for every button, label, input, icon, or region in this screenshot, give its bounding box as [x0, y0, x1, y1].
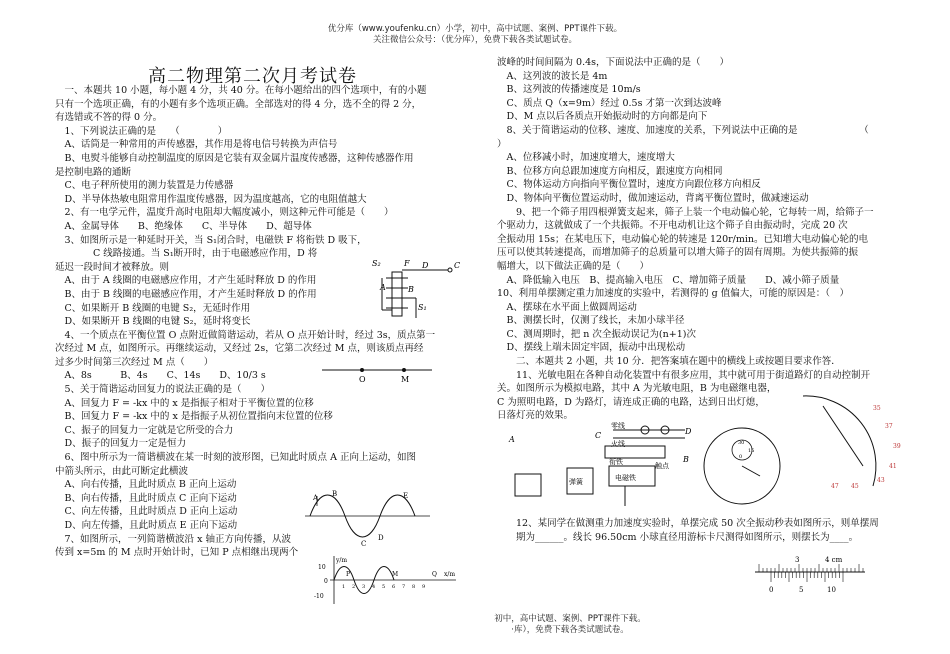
left-column-line: 次经过 M 点，如图所示。再继续运动，又经过 2s，它第二次经过 M 点，则该质点再经 — [55, 343, 424, 355]
fig11-label-a: A — [509, 435, 515, 444]
right-column-line: D、物体向平衡位置运动时，做加速运动，背离平衡位置时，做减速运动 — [497, 192, 809, 204]
right-column-line: C、物体运动方向指向平衡位置时，速度方向跟位移方向相反 — [497, 179, 761, 191]
left-column-line: 中箭头所示，由此可断定此横波 — [55, 465, 189, 477]
left-column-line: 过多少时间第三次经过 M 点（ ） — [55, 356, 214, 368]
fig11-label-contact: 触点 — [655, 462, 669, 470]
right-column-line: D、M 点以后各质点开始振动时的方向都是向下 — [497, 111, 708, 123]
right-column-line: B、这列波的传播速度是 10m/s — [497, 84, 641, 96]
fig11-label-c: C — [595, 431, 602, 440]
right-column-line: B、测摆长时，仅测了线长，未加小球半径 — [497, 315, 685, 327]
fig7-y-axis: y/m — [336, 557, 348, 564]
left-column-line: D、如果断开 B 线圈的电键 S₂，延时将变长 — [55, 316, 251, 328]
right-column-line: 10、利用单摆测定重力加速度的实验中，若测得的 g 值偏大，可能的原因是：（ ） — [497, 288, 849, 300]
right-column-line: 二、本题共 2 小题，共 10 分．把答案填在题中的横线上或按题目要求作答． — [497, 356, 841, 368]
fig6-label-b: B — [332, 490, 338, 498]
left-column-line: D、向左传播，且此时质点 E 正向下运动 — [55, 520, 238, 531]
fig7-tick-x-1: 1 — [342, 584, 346, 590]
fig11-label-spring: 弹簧 — [569, 478, 583, 486]
right-column-line: A、降低输入电压 B、提高输入电压 C、增加筛子质量 D、减小筛子质量 — [497, 274, 840, 286]
right-column — [497, 56, 907, 423]
vernier-label-4cm: 4 cm — [825, 556, 843, 564]
right-column-line: A、摆球在水平面上做圆周运动 — [497, 301, 637, 313]
fig3-label-f: F — [404, 259, 410, 268]
fig11-label-d: D — [685, 427, 692, 436]
figure-dial-large — [793, 376, 908, 496]
fig7-x-axis: x/m — [444, 571, 456, 578]
left-column-line: A、8s B、4s C、14s D、10/3 s — [55, 370, 266, 382]
stopwatch-small-0: 0 — [739, 454, 743, 460]
left-column-line: 传到 x=5m 的 M 点时开始计时，已知 P 点相继出现两个 — [55, 547, 299, 559]
dial-tick-35: 35 — [873, 405, 881, 412]
right-column-line: 波峰的时间间隔为 0.4s，下面说法中正确的是（ ） — [497, 57, 730, 68]
question-12-line: 期为______。线长 96.50cm 小球直径用游标卡尺测得如图所示，则摆长为____。 — [497, 531, 859, 543]
fig3-label-s2: S₂ — [372, 259, 381, 268]
figure-delay-switch — [372, 258, 462, 330]
fig7-tick-x-3: 3 — [362, 584, 366, 590]
fig7-tick-x-7: 7 — [402, 584, 406, 590]
fig7-label-q: Q — [432, 571, 437, 578]
fig6-label-a: A — [313, 494, 319, 502]
left-column-line: 2、有一电学元件，温度升高时电阻却大幅度减小，则这种元件可能是（ ） — [55, 207, 394, 219]
dial-tick-43: 43 — [877, 477, 885, 484]
fig7-tick-x-4: 4 — [372, 584, 376, 590]
page-footer — [420, 614, 720, 636]
right-column-line: 11、光敏电阻在各种自动化装置中有很多应用，其中就可用于街道路灯的自动控制开 — [497, 369, 871, 381]
right-column-line: 8、关于简谐运动的位移、速度、加速度的关系，下列说法中正确的是 （ — [497, 124, 869, 136]
vernier-label-3: 3 — [795, 556, 800, 564]
figure-oscillation-axis — [322, 364, 432, 386]
footer-line-2: ·库），免费下载各类试题试卷。 — [511, 625, 629, 635]
right-column-line: 关。如图所示为模拟电路，其中 A 为光敏电阻，B 为电磁继电器， — [497, 383, 777, 395]
left-column-line: 1、下列说法正确的是 （ ） — [55, 125, 228, 137]
vernier-label-10: 10 — [827, 586, 836, 594]
left-column-line: 延迟一段时间才被释放。则 — [55, 261, 170, 273]
fig3-label-s1: S₁ — [418, 303, 427, 312]
left-column-line: B、由于 B 线圈的电磁感应作用，才产生延时释放 D 的作用 — [55, 288, 317, 300]
fig7-label-m: M — [392, 571, 399, 578]
right-column-line: B、位移方向总跟加速度方向相反，跟速度方向相同 — [497, 165, 723, 177]
header-line-1: 优分库（www.youfenku.cn）小学，初中，高中试题、案例、PPT课件下载。 — [327, 24, 623, 34]
left-column-line: A、回复力 F = -kx 中的 x 是指振子相对于平衡位置的位移 — [55, 397, 314, 409]
left-column-line: 5、关于简谐运动回复力的说法正确的是（ ） — [55, 384, 271, 396]
left-column-line: A、话筒是一种常用的声传感器，其作用是将电信号转换为声信号 — [55, 139, 338, 151]
fig6-label-c: C — [361, 540, 367, 548]
right-column-line: C、质点 Q（x=9m）经过 0.5s 才第一次到达波峰 — [497, 97, 722, 109]
fig7-tick-x-9: 9 — [422, 584, 426, 590]
left-column-line: B、向右传播，且此时质点 C 正向下运动 — [55, 492, 237, 504]
left-column-line: C、如果断开 B 线圈的电键 S₂，无延时作用 — [55, 302, 251, 314]
left-column-line: D、振子的回复力一定是恒力 — [55, 438, 187, 450]
question-12 — [497, 517, 907, 544]
fig7-tick-x-8: 8 — [412, 584, 416, 590]
fig11-label-armature: 衔铁 — [609, 458, 623, 466]
fig7-tick-y-0: 0 — [324, 578, 328, 585]
left-column-line: 有选错或不答的得 0 分。 — [55, 112, 163, 124]
stopwatch-small-15: 15 — [748, 448, 755, 454]
fig7-tick-y-neg10: -10 — [314, 593, 324, 600]
right-column-line: 9、把一个筛子用四根弹簧支起来，筛子上装一个电动偏心轮，它每转一周，给筛子一 — [497, 206, 874, 218]
right-column-line: A、位移减小时，加速度增大，速度增大 — [497, 152, 675, 164]
left-column-line: B、回复力 F = -kx 中的 x 是指振子从初位置指向末位置的位移 — [55, 411, 333, 423]
fig3-label-a: A — [380, 283, 386, 292]
right-column-line: C 为照明电路，D 为路灯，请连成正确的电路，达到日出灯熄， — [497, 396, 765, 408]
figure-vernier-caliper — [755, 554, 865, 596]
left-column-line: C 线路接通。当 S₁断开时，由于电磁感应作用，D 将 — [55, 248, 318, 260]
fig3-label-b: B — [408, 285, 414, 294]
left-column-line: 4、一个质点在平衡位置 O 点附近做简谐运动，若从 O 点开始计时，经过 3s，质点第一 — [55, 329, 436, 341]
fig11-label-neutral: 零线 — [611, 422, 625, 430]
exam-title: 高二物理第二次月考试卷 — [148, 66, 357, 87]
right-column-line: C、测周期时，把 n 次全振动误记为(n+1)次 — [497, 328, 696, 340]
left-column-line: C、振子的回复力一定就是它所受的合力 — [55, 424, 234, 436]
fig4-label-o: O — [359, 375, 366, 384]
page-header — [0, 24, 950, 46]
right-column-line: 压可以使其转速提高，而增加筛子的总质量可以增大筛子的固有周期。为使共振筛的振 — [497, 247, 859, 259]
stopwatch-small-30: 30 — [738, 440, 745, 446]
dial-tick-41: 41 — [889, 463, 897, 470]
header-line-2: 关注微信公众号：（优分库），免费下载各类试题试卷。 — [372, 35, 577, 45]
dial-tick-39: 39 — [893, 443, 901, 450]
left-column-line: 7、如图所示，一列简谐横波沿 x 轴正方向传播，从波 — [55, 533, 291, 545]
dial-tick-45: 45 — [851, 483, 859, 490]
footer-line-1: 初中，高中试题、案例、PPT课件下载。 — [494, 614, 646, 624]
left-column-line: A、由于 A 线圈的电磁感应作用，才产生延时释放 D 的作用 — [55, 275, 317, 287]
left-column-line: C、向左传播，且此时质点 D 正向上运动 — [55, 506, 238, 518]
right-column-line: 幅增大，以下做法正确的是（ ） — [497, 260, 650, 272]
dial-tick-37: 37 — [885, 423, 893, 430]
question-12-line: 12、某同学在做测重力加速度实验时，单摆完成 50 次全振动秒表如图所示，则单摆周 — [497, 518, 879, 529]
fig3-label-d: D — [422, 261, 429, 270]
dial-tick-47: 47 — [831, 483, 839, 490]
fig11-label-live: 火线 — [611, 440, 625, 448]
left-column-line: D、半导体热敏电阻常用作温度传感器，因为温度越高，它的电阻值越大 — [55, 193, 367, 205]
fig7-label-p: P — [346, 571, 351, 578]
figure-wave-q6 — [305, 488, 430, 550]
right-column-line: 个驱动力，这就做成了一个共振筛。不开电动机让这个筛子自由振动时，完成 20 次 — [497, 220, 848, 232]
fig6-label-d: D — [378, 534, 384, 542]
figure-wave-q7 — [310, 554, 460, 608]
right-column-line: D、摆线上端未固定牢固，振动中出现松动 — [497, 342, 686, 354]
left-column-line: 是控制电路的通断 — [55, 166, 132, 178]
vernier-label-5: 5 — [799, 586, 804, 594]
left-column-line: 一、本题共 10 小题，每小题 4 分，共 40 分。在每小题给出的四个选项中，有的小题 — [55, 85, 427, 96]
fig7-tick-x-5: 5 — [382, 584, 386, 590]
vernier-label-0: 0 — [769, 586, 774, 594]
right-column-line: 全振动用 15s；在某电压下，电动偏心轮的转速是 120r/min。已知增大电动偏心轮的电 — [497, 233, 869, 245]
left-column-line: B、电熨斗能够自动控制温度的原因是它装有双金属片温度传感器，这种传感器作用 — [55, 152, 414, 164]
figure-stopwatch — [700, 424, 784, 508]
left-column-line: 3、如图所示是一种延时开关，当 S₁闭合时，电磁铁 F 将衔铁 D 吸下， — [55, 234, 367, 246]
fig7-tick-x-6: 6 — [392, 584, 396, 590]
right-column-line: 日落灯亮的效果。 — [497, 410, 574, 422]
left-column-line: A、向右传播，且此时质点 B 正向上运动 — [55, 479, 237, 491]
left-column-line: A、金属导体 B、绝缘体 C、半导体 D、超导体 — [55, 220, 312, 232]
fig7-tick-y-10: 10 — [318, 564, 326, 571]
fig3-label-c: C — [454, 261, 461, 270]
fig11-label-electromagnet: 电磁铁 — [615, 474, 636, 482]
left-column-line: C、电子秤所使用的测力装置是力传感器 — [55, 180, 234, 192]
fig4-label-m: M — [401, 375, 410, 384]
right-column-line: A、这列波的波长是 4m — [497, 70, 608, 82]
fig6-label-e: E — [403, 492, 409, 500]
left-column-line: 只有一个选项正确，有的小题有多个选项正确。全部选对的得 4 分，选不全的得 2 分， — [55, 98, 422, 110]
left-column-line: 6、图中所示为一简谐横波在某一时刻的波形图，已知此时质点 A 正向上运动，如图 — [55, 452, 416, 464]
fig11-label-b: B — [683, 455, 689, 464]
right-column-line: ） — [497, 138, 507, 150]
fig7-tick-x-2: 2 — [352, 584, 356, 590]
figure-light-control-circuit — [505, 418, 700, 518]
